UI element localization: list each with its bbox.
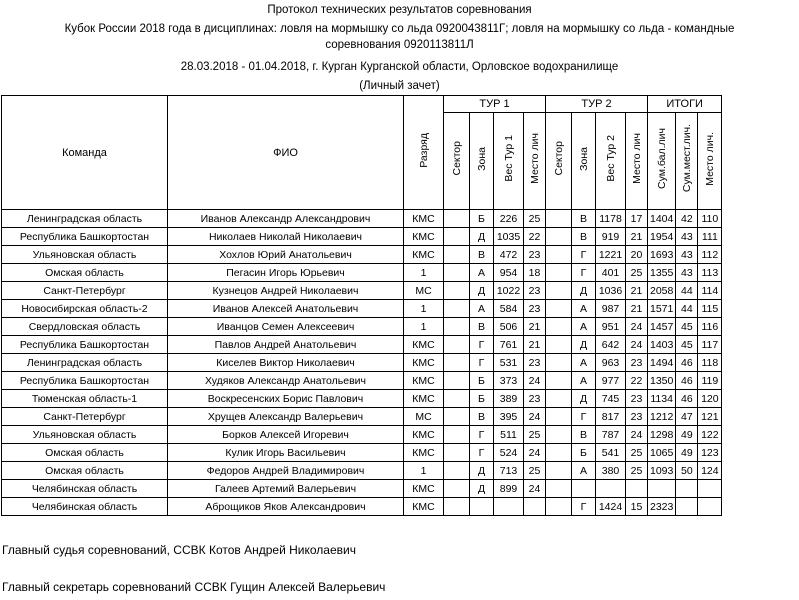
results-table bbox=[1, 95, 722, 516]
place2-cell: 23 bbox=[626, 390, 648, 408]
final-place-cell bbox=[698, 480, 722, 498]
sum-points-cell: 1403 bbox=[648, 336, 676, 354]
place1-cell: 23 bbox=[524, 246, 546, 264]
sum-places-cell: 44 bbox=[676, 282, 698, 300]
sector2-cell bbox=[546, 354, 572, 372]
sum-places-cell: 46 bbox=[676, 354, 698, 372]
sector2-cell bbox=[546, 318, 572, 336]
table-row bbox=[2, 228, 722, 246]
zone2-cell: А bbox=[572, 354, 596, 372]
sector2-cell bbox=[546, 228, 572, 246]
sum-points-cell bbox=[648, 480, 676, 498]
rank-cell: КМС bbox=[404, 480, 444, 498]
place1-cell: 22 bbox=[524, 228, 546, 246]
weight1-cell: 226 bbox=[494, 210, 524, 228]
sector1-cell bbox=[444, 498, 470, 516]
zone2-cell: Д bbox=[572, 282, 596, 300]
sum-places-cell bbox=[676, 480, 698, 498]
weight1-cell: 1035 bbox=[494, 228, 524, 246]
name-cell: Николаев Николай Николаевич bbox=[168, 228, 404, 246]
sum-places-cell: 46 bbox=[676, 390, 698, 408]
sector2-cell bbox=[546, 282, 572, 300]
sector1-cell bbox=[444, 246, 470, 264]
sector2-cell bbox=[546, 210, 572, 228]
weight1-cell: 524 bbox=[494, 444, 524, 462]
name-cell: Борков Алексей Игоревич bbox=[168, 426, 404, 444]
team-cell: Республика Башкортостан bbox=[2, 336, 168, 354]
rank-cell: 1 bbox=[404, 300, 444, 318]
place2-cell: 21 bbox=[626, 300, 648, 318]
weight1-cell: 899 bbox=[494, 480, 524, 498]
col-header-zone-2: Зона bbox=[572, 113, 596, 210]
table-row bbox=[2, 444, 722, 462]
zone2-cell: В bbox=[572, 210, 596, 228]
sum-points-cell: 1494 bbox=[648, 354, 676, 372]
protocol-title: Протокол технических результатов соревнования bbox=[267, 4, 532, 16]
place1-cell: 25 bbox=[524, 426, 546, 444]
name-cell: Павлов Андрей Анатольевич bbox=[168, 336, 404, 354]
zone2-cell: Д bbox=[572, 336, 596, 354]
sector1-cell bbox=[444, 462, 470, 480]
col-header-tour1: ТУР 1 bbox=[444, 96, 546, 113]
sector2-cell bbox=[546, 300, 572, 318]
weight1-cell: 373 bbox=[494, 372, 524, 390]
team-cell: Омская область bbox=[2, 462, 168, 480]
rank-cell: КМС bbox=[404, 372, 444, 390]
team-cell: Ульяновская область bbox=[2, 426, 168, 444]
final-place-cell: 112 bbox=[698, 246, 722, 264]
sum-points-cell: 1355 bbox=[648, 264, 676, 282]
sector1-cell bbox=[444, 228, 470, 246]
zone1-cell: Б bbox=[470, 372, 494, 390]
sector1-cell bbox=[444, 444, 470, 462]
zone1-cell: Г bbox=[470, 444, 494, 462]
name-cell: Иванцов Семен Алексеевич bbox=[168, 318, 404, 336]
sector2-cell bbox=[546, 264, 572, 282]
zone1-cell bbox=[470, 498, 494, 516]
table-row bbox=[2, 336, 722, 354]
team-cell: Новосибирская область-2 bbox=[2, 300, 168, 318]
sum-places-cell: 47 bbox=[676, 408, 698, 426]
name-cell: Пегасин Игорь Юрьевич bbox=[168, 264, 404, 282]
weight1-cell: 472 bbox=[494, 246, 524, 264]
standings-type: (Личный зачет) bbox=[359, 80, 440, 92]
col-header-name: ФИО bbox=[168, 96, 404, 210]
sector1-cell bbox=[444, 264, 470, 282]
final-place-cell bbox=[698, 498, 722, 516]
name-cell: Воскресенских Борис Павлович bbox=[168, 390, 404, 408]
rank-cell: 1 bbox=[404, 264, 444, 282]
final-place-cell: 115 bbox=[698, 300, 722, 318]
rank-cell: КМС bbox=[404, 354, 444, 372]
zone1-cell: Д bbox=[470, 228, 494, 246]
sum-places-cell: 42 bbox=[676, 210, 698, 228]
table-row bbox=[2, 408, 722, 426]
zone2-cell: А bbox=[572, 318, 596, 336]
col-header-weight-2: Вес Тур 2 bbox=[596, 113, 626, 210]
sum-points-cell: 1134 bbox=[648, 390, 676, 408]
sum-points-cell: 1065 bbox=[648, 444, 676, 462]
sum-points-cell: 2058 bbox=[648, 282, 676, 300]
table-row bbox=[2, 318, 722, 336]
weight2-cell: 987 bbox=[596, 300, 626, 318]
sum-points-cell: 1212 bbox=[648, 408, 676, 426]
col-header-place-personal: Место лич. bbox=[698, 113, 722, 210]
col-header-sum-places: Сум.мест.лич. bbox=[676, 113, 698, 210]
col-header-zone-1: Зона bbox=[470, 113, 494, 210]
zone2-cell: Г bbox=[572, 246, 596, 264]
table-row bbox=[2, 426, 722, 444]
col-header-sector-1: Сектор bbox=[444, 113, 470, 210]
col-header-tour2: ТУР 2 bbox=[546, 96, 648, 113]
team-cell: Челябинская область bbox=[2, 480, 168, 498]
sum-places-cell: 46 bbox=[676, 372, 698, 390]
rank-cell: 1 bbox=[404, 318, 444, 336]
zone1-cell: В bbox=[470, 408, 494, 426]
weight2-cell: 541 bbox=[596, 444, 626, 462]
place2-cell: 24 bbox=[626, 336, 648, 354]
sum-places-cell: 44 bbox=[676, 300, 698, 318]
sum-places-cell: 45 bbox=[676, 336, 698, 354]
sector2-cell bbox=[546, 426, 572, 444]
sum-points-cell: 1693 bbox=[648, 246, 676, 264]
place1-cell bbox=[524, 498, 546, 516]
sector2-cell bbox=[546, 336, 572, 354]
place1-cell: 24 bbox=[524, 408, 546, 426]
place2-cell: 23 bbox=[626, 408, 648, 426]
zone1-cell: Г bbox=[470, 354, 494, 372]
sum-points-cell: 1350 bbox=[648, 372, 676, 390]
zone2-cell: А bbox=[572, 462, 596, 480]
place2-cell: 20 bbox=[626, 246, 648, 264]
place1-cell: 24 bbox=[524, 372, 546, 390]
weight1-cell: 713 bbox=[494, 462, 524, 480]
sector2-cell bbox=[546, 498, 572, 516]
sum-places-cell: 50 bbox=[676, 462, 698, 480]
final-place-cell: 119 bbox=[698, 372, 722, 390]
rank-cell: КМС bbox=[404, 390, 444, 408]
place1-cell: 23 bbox=[524, 390, 546, 408]
place1-cell: 25 bbox=[524, 210, 546, 228]
sector2-cell bbox=[546, 390, 572, 408]
rank-cell: КМС bbox=[404, 426, 444, 444]
sector2-cell bbox=[546, 246, 572, 264]
team-cell: Ленинградская область bbox=[2, 354, 168, 372]
table-row bbox=[2, 282, 722, 300]
place1-cell: 23 bbox=[524, 354, 546, 372]
place2-cell: 23 bbox=[626, 354, 648, 372]
col-header-weight-1: Вес Тур 1 bbox=[494, 113, 524, 210]
name-cell: Кузнецов Андрей Николаевич bbox=[168, 282, 404, 300]
weight2-cell: 919 bbox=[596, 228, 626, 246]
sector2-cell bbox=[546, 444, 572, 462]
rank-cell: КМС bbox=[404, 246, 444, 264]
col-header-team: Команда bbox=[2, 96, 168, 210]
col-header-place-1: Место лич bbox=[524, 113, 546, 210]
sum-points-cell: 1404 bbox=[648, 210, 676, 228]
col-header-sector-2: Сектор bbox=[546, 113, 572, 210]
table-row bbox=[2, 372, 722, 390]
final-place-cell: 120 bbox=[698, 390, 722, 408]
col-header-rank: Разряд bbox=[404, 96, 444, 210]
place2-cell: 25 bbox=[626, 462, 648, 480]
place2-cell: 21 bbox=[626, 282, 648, 300]
chief-secretary: Главный секретарь соревнований ССВК Гущин Алексей Валерьевич bbox=[2, 580, 386, 594]
col-header-place-2: Место лич bbox=[626, 113, 648, 210]
name-cell: Кулик Игорь Васильевич bbox=[168, 444, 404, 462]
sector1-cell bbox=[444, 354, 470, 372]
col-header-totals: ИТОГИ bbox=[648, 96, 722, 113]
place1-cell: 18 bbox=[524, 264, 546, 282]
place1-cell: 23 bbox=[524, 282, 546, 300]
sector1-cell bbox=[444, 210, 470, 228]
place2-cell: 15 bbox=[626, 498, 648, 516]
name-cell: Хохлов Юрий Анатольевич bbox=[168, 246, 404, 264]
weight1-cell: 584 bbox=[494, 300, 524, 318]
table-row bbox=[2, 354, 722, 372]
sector2-cell bbox=[546, 462, 572, 480]
table-row bbox=[2, 246, 722, 264]
rank-cell: КМС bbox=[404, 498, 444, 516]
sector1-cell bbox=[444, 318, 470, 336]
rank-cell: КМС bbox=[404, 336, 444, 354]
team-cell: Омская область bbox=[2, 264, 168, 282]
chief-judge: Главный судья соревнований, ССВК Котов Андрей Николаевич bbox=[2, 543, 356, 557]
sum-places-cell: 49 bbox=[676, 444, 698, 462]
rank-cell: МС bbox=[404, 282, 444, 300]
rank-cell: МС bbox=[404, 408, 444, 426]
place2-cell: 24 bbox=[626, 318, 648, 336]
weight2-cell: 1036 bbox=[596, 282, 626, 300]
sector1-cell bbox=[444, 426, 470, 444]
zone1-cell: Д bbox=[470, 480, 494, 498]
weight2-cell: 642 bbox=[596, 336, 626, 354]
name-cell: Аброщиков Яков Александрович bbox=[168, 498, 404, 516]
sum-places-cell: 45 bbox=[676, 318, 698, 336]
zone1-cell: А bbox=[470, 264, 494, 282]
zone2-cell: Г bbox=[572, 264, 596, 282]
place1-cell: 24 bbox=[524, 444, 546, 462]
final-place-cell: 118 bbox=[698, 354, 722, 372]
zone1-cell: В bbox=[470, 318, 494, 336]
zone2-cell: Д bbox=[572, 390, 596, 408]
final-place-cell: 111 bbox=[698, 228, 722, 246]
weight2-cell: 1424 bbox=[596, 498, 626, 516]
competition-title-cont: соревнования 0920113811Л bbox=[325, 39, 474, 51]
name-cell: Иванов Александр Александрович bbox=[168, 210, 404, 228]
weight1-cell: 1022 bbox=[494, 282, 524, 300]
name-cell: Киселев Виктор Николаевич bbox=[168, 354, 404, 372]
weight1-cell: 761 bbox=[494, 336, 524, 354]
final-place-cell: 122 bbox=[698, 426, 722, 444]
zone1-cell: Г bbox=[470, 426, 494, 444]
zone2-cell: А bbox=[572, 300, 596, 318]
weight2-cell: 951 bbox=[596, 318, 626, 336]
team-cell: Ленинградская область bbox=[2, 210, 168, 228]
team-cell: Республика Башкортостан bbox=[2, 372, 168, 390]
weight1-cell: 506 bbox=[494, 318, 524, 336]
weight2-cell: 380 bbox=[596, 462, 626, 480]
col-header-sum-points: Сум.бал.лич bbox=[648, 113, 676, 210]
team-cell: Свердловская область bbox=[2, 318, 168, 336]
results-body bbox=[2, 210, 722, 516]
zone2-cell: В bbox=[572, 228, 596, 246]
zone1-cell: Г bbox=[470, 336, 494, 354]
name-cell: Галеев Артемий Валерьевич bbox=[168, 480, 404, 498]
team-cell: Санкт-Петербург bbox=[2, 408, 168, 426]
team-cell: Омская область bbox=[2, 444, 168, 462]
sum-places-cell: 49 bbox=[676, 426, 698, 444]
weight2-cell: 1178 bbox=[596, 210, 626, 228]
zone2-cell: А bbox=[572, 372, 596, 390]
place2-cell: 25 bbox=[626, 444, 648, 462]
sector2-cell bbox=[546, 408, 572, 426]
weight2-cell: 401 bbox=[596, 264, 626, 282]
sum-places-cell bbox=[676, 498, 698, 516]
sector1-cell bbox=[444, 300, 470, 318]
table-row bbox=[2, 300, 722, 318]
place1-cell: 21 bbox=[524, 336, 546, 354]
zone1-cell: В bbox=[470, 246, 494, 264]
weight1-cell: 954 bbox=[494, 264, 524, 282]
sum-points-cell: 1954 bbox=[648, 228, 676, 246]
team-cell: Челябинская область bbox=[2, 498, 168, 516]
weight1-cell: 395 bbox=[494, 408, 524, 426]
sector1-cell bbox=[444, 282, 470, 300]
place1-cell: 21 bbox=[524, 318, 546, 336]
sector2-cell bbox=[546, 480, 572, 498]
team-cell: Санкт-Петербург bbox=[2, 282, 168, 300]
place1-cell: 24 bbox=[524, 480, 546, 498]
sector1-cell bbox=[444, 390, 470, 408]
weight2-cell bbox=[596, 480, 626, 498]
sum-points-cell: 1457 bbox=[648, 318, 676, 336]
sum-points-cell: 1298 bbox=[648, 426, 676, 444]
sum-places-cell: 43 bbox=[676, 246, 698, 264]
place2-cell: 25 bbox=[626, 264, 648, 282]
zone1-cell: Д bbox=[470, 282, 494, 300]
name-cell: Федоров Андрей Владимирович bbox=[168, 462, 404, 480]
final-place-cell: 124 bbox=[698, 462, 722, 480]
name-cell: Хрущев Александр Валерьевич bbox=[168, 408, 404, 426]
table-row bbox=[2, 480, 722, 498]
place2-cell bbox=[626, 480, 648, 498]
weight2-cell: 963 bbox=[596, 354, 626, 372]
place1-cell: 25 bbox=[524, 462, 546, 480]
zone2-cell: Г bbox=[572, 408, 596, 426]
place2-cell: 21 bbox=[626, 228, 648, 246]
rank-cell: КМС bbox=[404, 444, 444, 462]
rank-cell: КМС bbox=[404, 210, 444, 228]
final-place-cell: 116 bbox=[698, 318, 722, 336]
weight2-cell: 745 bbox=[596, 390, 626, 408]
sum-points-cell: 2323 bbox=[648, 498, 676, 516]
weight1-cell: 389 bbox=[494, 390, 524, 408]
team-cell: Ульяновская область bbox=[2, 246, 168, 264]
zone1-cell: Д bbox=[470, 462, 494, 480]
sector1-cell bbox=[444, 336, 470, 354]
final-place-cell: 114 bbox=[698, 282, 722, 300]
name-cell: Иванов Алексей Анатольевич bbox=[168, 300, 404, 318]
weight2-cell: 817 bbox=[596, 408, 626, 426]
weight2-cell: 1221 bbox=[596, 246, 626, 264]
sector1-cell bbox=[444, 408, 470, 426]
place2-cell: 24 bbox=[626, 426, 648, 444]
final-place-cell: 117 bbox=[698, 336, 722, 354]
weight1-cell: 511 bbox=[494, 426, 524, 444]
final-place-cell: 110 bbox=[698, 210, 722, 228]
team-cell: Республика Башкортостан bbox=[2, 228, 168, 246]
table-row bbox=[2, 498, 722, 516]
weight2-cell: 977 bbox=[596, 372, 626, 390]
place1-cell: 23 bbox=[524, 300, 546, 318]
sum-points-cell: 1093 bbox=[648, 462, 676, 480]
sum-points-cell: 1571 bbox=[648, 300, 676, 318]
place2-cell: 17 bbox=[626, 210, 648, 228]
weight1-cell: 531 bbox=[494, 354, 524, 372]
place2-cell: 22 bbox=[626, 372, 648, 390]
competition-title: Кубок России 2018 года в дисциплинах: ловля на мормышку со льда 0920043811Г; ловля на мормышку со льда - командные bbox=[64, 23, 735, 35]
sector1-cell bbox=[444, 372, 470, 390]
table-row bbox=[2, 210, 722, 228]
date-location: 28.03.2018 - 01.04.2018, г. Курган Курганской области, Орловское водохранилище bbox=[180, 61, 619, 73]
zone2-cell: В bbox=[572, 426, 596, 444]
name-cell: Худяков Александр Анатольевич bbox=[168, 372, 404, 390]
final-place-cell: 121 bbox=[698, 408, 722, 426]
team-cell: Тюменская область-1 bbox=[2, 390, 168, 408]
final-place-cell: 123 bbox=[698, 444, 722, 462]
weight2-cell: 787 bbox=[596, 426, 626, 444]
sector2-cell bbox=[546, 372, 572, 390]
zone1-cell: А bbox=[470, 300, 494, 318]
weight1-cell bbox=[494, 498, 524, 516]
zone2-cell bbox=[572, 480, 596, 498]
sum-places-cell: 43 bbox=[676, 228, 698, 246]
zone1-cell: Б bbox=[470, 390, 494, 408]
sector1-cell bbox=[444, 480, 470, 498]
table-row bbox=[2, 264, 722, 282]
rank-cell: 1 bbox=[404, 462, 444, 480]
table-row bbox=[2, 390, 722, 408]
rank-cell: КМС bbox=[404, 228, 444, 246]
table-row bbox=[2, 462, 722, 480]
sum-places-cell: 43 bbox=[676, 264, 698, 282]
zone1-cell: Б bbox=[470, 210, 494, 228]
zone2-cell: Б bbox=[572, 444, 596, 462]
zone2-cell: Г bbox=[572, 498, 596, 516]
final-place-cell: 113 bbox=[698, 264, 722, 282]
